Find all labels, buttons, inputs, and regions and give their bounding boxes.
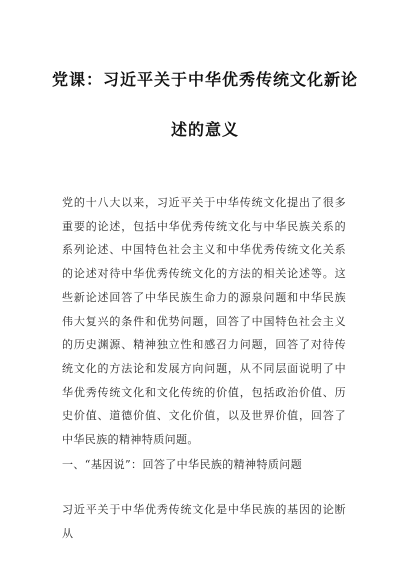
body-paragraph-2: 习近平关于中华优秀传统文化是中华民族的基因的论断从 (62, 503, 346, 540)
body-paragraph-1: 党的十八大以来，习近平关于中华传统文化提出了很多重要的论述，包括中华优秀传统文化与中华民族关系的系列论述、中国特色社会主义和中华优秀传统文化关系的论述对待中华优秀传统文化的方法的相关论述等。这些新论述回答了中华民族生命力的源泉问题和中华民族伟大复兴的条件和优势问题，回答了中国特色社会主义的历史渊源、精神独立性和感召力问题，回答了对待传统文化的方法论和发展方向问题，从不同层面说明了中华优秀传统文化和文化传统的价值，包括政治价值、历史价值、道德价值、文化价值，以及世界价值，回答了中华民族的精神特质问题。 (62, 196, 346, 447)
section-heading-1: 一、“基因说”：回答了中华民族的精神特质问题 (62, 458, 303, 471)
document-title-line-1: 党课：习近平关于中华优秀传统文化新论 (51, 70, 358, 89)
document-title-line-2: 述的意义 (170, 120, 239, 139)
